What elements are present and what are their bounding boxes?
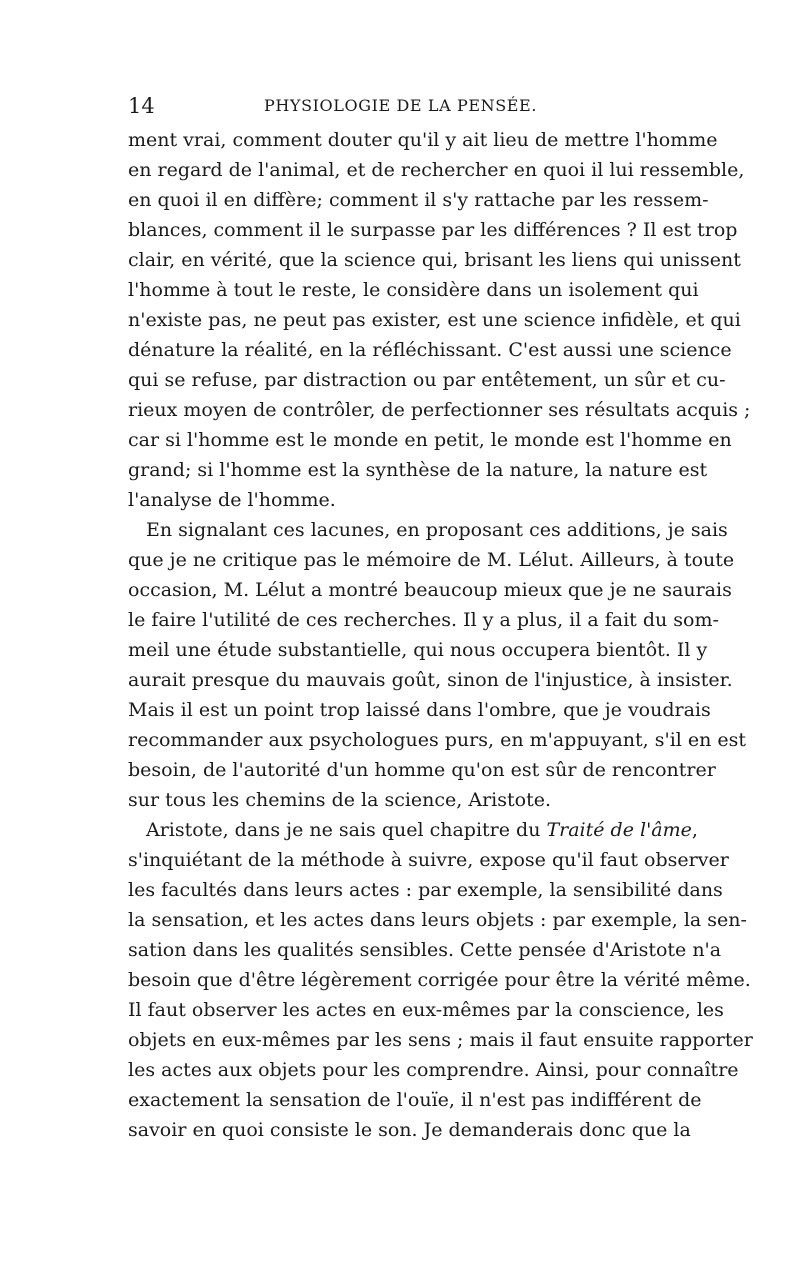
text-line: n'existe pas, ne peut pas exister, est une science infidèle, et qui [128,309,741,331]
text-line: que je ne critique pas le mémoire de M. Lélut. Ailleurs, à toute [128,549,735,571]
text-line: Il faut observer les actes en eux-mêmes par la conscience, les [128,999,724,1021]
text-line: les facultés dans leurs actes : par exemple, la sensibilité dans [128,879,723,901]
text-line: la sensation, et les actes dans leurs objets : par exemple, la sen- [128,909,747,931]
text-line: objets en eux-mêmes par les sens ; mais il faut ensuite rapporter [128,1029,753,1051]
text-line: occasion, M. Lélut a montré beaucoup mieux que je ne saurais [128,579,732,601]
text-line: qui se refuse, par distraction ou par entêtement, un sûr et cu- [128,369,726,391]
text-line: sation dans les qualités sensibles. Cette pensée d'Aristote n'a [128,939,722,961]
book-title: Traité de l'âme [546,819,692,841]
text-line: clair, en vérité, que la science qui, brisant les liens qui unissent [128,249,741,271]
text-line: besoin, de l'autorité d'un homme qu'on est sûr de rencontrer [128,759,716,781]
text-line: l'homme à tout le reste, le considère dans un isolement qui [128,279,699,301]
paragraph-first-line [146,815,698,845]
text-line: s'inquiétant de la méthode à suivre, expose qu'il faut observer [128,849,729,871]
text-line: en regard de l'animal, et de rechercher en quoi il lui ressemble, [128,159,745,181]
text-line: ment vrai, comment douter qu'il y ait lieu de mettre l'homme [128,129,718,151]
text-line: dénature la réalité, en la réfléchissant. C'est aussi une science [128,339,732,361]
text-line: blances, comment il le surpasse par les différences ? Il est trop [128,219,738,241]
text-line: besoin que d'être légèrement corrigée pour être la vérité même. [128,969,751,991]
text-line: car si l'homme est le monde en petit, le monde est l'homme en [128,429,732,451]
text-segment: Aristote, dans je ne sais quel chapitre du [146,819,547,841]
text-line: les actes aux objets pour les comprendre. Ainsi, pour connaître [128,1059,739,1081]
text-line: recommander aux psychologues purs, en m'appuyant, s'il en est [128,729,747,751]
text-line: savoir en quoi consiste le son. Je demanderais donc que la [128,1119,691,1141]
running-title: PHYSIOLOGIE DE LA PENSÉE. [264,96,537,115]
text-line: le faire l'utilité de ces recherches. Il y a plus, il a fait du som- [128,609,719,631]
text-line: en quoi il en diffère; comment il s'y rattache par les ressem- [128,189,709,211]
paragraph-first-line: En signalant ces lacunes, en proposant ces additions, je sais [146,519,728,541]
text-line: Mais il est un point trop laissé dans l'ombre, que je voudrais [128,699,711,721]
text-line: sur tous les chemins de la science, Aristote. [128,789,551,811]
text-line: l'analyse de l'homme. [128,489,336,511]
page-header [128,91,673,121]
text-line: grand; si l'homme est la synthèse de la nature, la nature est [128,459,708,481]
text-segment: , [691,819,698,841]
text-line: meil une étude substantielle, qui nous occupera bientôt. Il y [128,639,708,661]
text-line: aurait presque du mauvais goût, sinon de l'injustice, à insister. [128,669,733,691]
page-number: 14 [128,94,155,118]
text-line: rieux moyen de contrôler, de perfectionner ses résultats acquis ; [128,399,751,421]
text-line: exactement la sensation de l'ouïe, il n'est pas indifférent de [128,1089,702,1111]
